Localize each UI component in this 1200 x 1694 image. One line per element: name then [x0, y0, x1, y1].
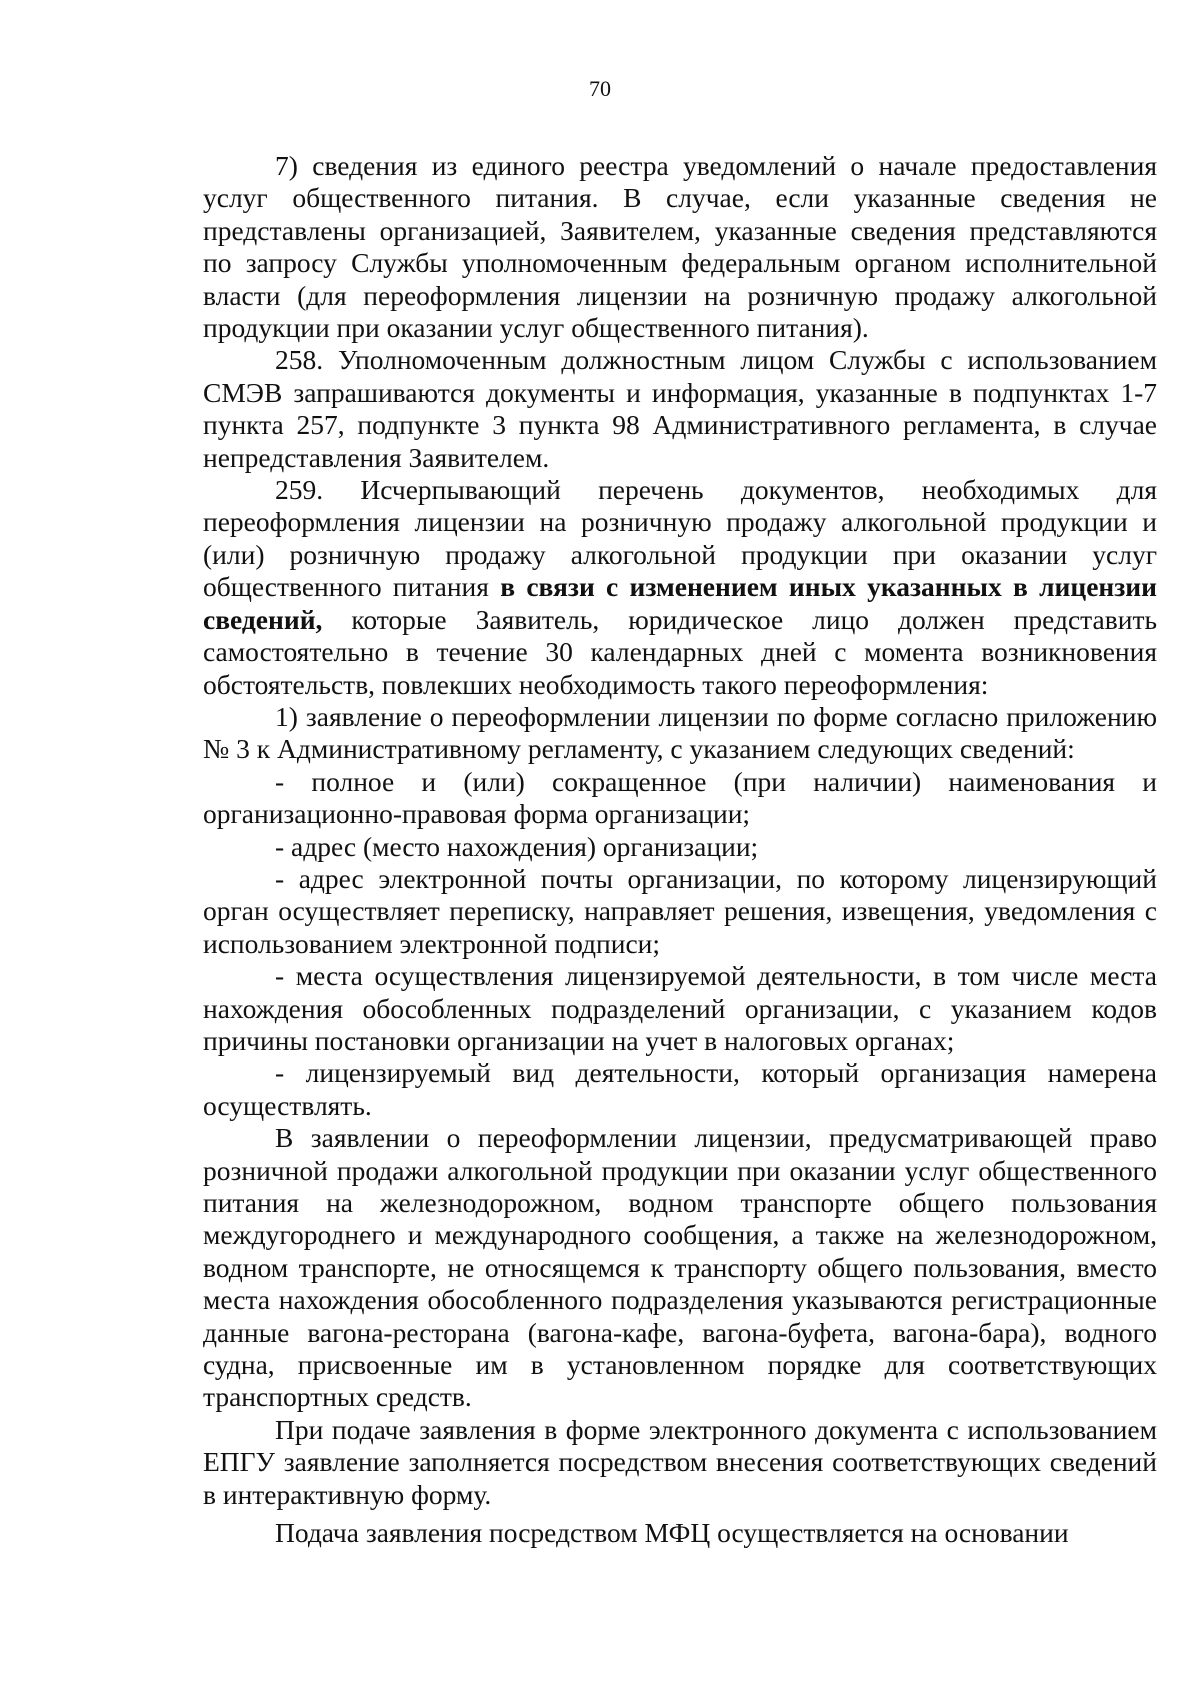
paragraph-epgu: При подаче заявления в форме электронного документа с использованием ЕПГУ заявление заполняется посредством внесения соответствующих сведений в интерактивную форму. [203, 1413, 1157, 1510]
paragraph-transport: В заявлении о переоформлении лицензии, предусматривающей право розничной продажи алкогольной продукции при оказании услуг общественного питания на железнодорожном, водном транспорте общего пользования междугороднего и международного сообщения, а также на железнодорожном, водном транспорте, не относящемся к транспорту общего пользования, вместо места нахождения обособленного подразделения указываются регистрационные данные вагона-ресторана (вагона-кафе, вагона-буфета, вагона-бара), водного судна, присвоенные им в установленном порядке для соответствующих транспортных средств. [203, 1122, 1157, 1413]
document-body [203, 150, 1157, 1549]
paragraph-259-bold: в связи с изменением иных указанных в лицензии сведений, [203, 571, 1157, 635]
dash-item: - места осуществления лицензируемой деятельности, в том числе места нахождения обособленных подразделений организации, с указанием кодов причины постановки организации на учет в налоговых органах; [203, 960, 1157, 1056]
dash-item: - адрес электронной почты организации, по которому лицензирующий орган осуществляет переписку, направляет решения, извещения, уведомления с использованием электронной подписи; [203, 862, 1157, 959]
dash-item: - лицензируемый вид деятельности, который организация намерена осуществлять. [203, 1057, 1157, 1121]
dash-item: - адрес (место нахождения) организации; [275, 830, 759, 862]
paragraph-item-1: 1) заявление о переоформлении лицензии по форме согласно приложению № 3 к Административному регламенту, с указанием следующих сведений: [203, 700, 1157, 765]
page-number: 70 [589, 76, 611, 101]
paragraph-259 [203, 474, 1157, 701]
paragraph-258: 258. Уполномоченным должностным лицом Службы с использованием СМЭВ запрашиваются документы и информация, указанные в подпунктах 1-7 пункта 257, подпункте 3 пункта 98 Административного регламента, в случае непредставления Заявителем. [203, 344, 1157, 473]
dash-item: - полное и (или) сокращенное (при наличии) наименования и организационно-правовая форма организации; [203, 765, 1157, 830]
paragraph-mfc: Подача заявления посредством МФЦ осуществляется на основании [275, 1517, 1069, 1549]
paragraph-259-start: 259. Исчерпывающий перечень документов, необходимых для переоформления лицензии на розничную продажу алкогольной продукции и (или) розничную продажу алкогольной продукции при оказании услуг общественного питания [203, 474, 1157, 603]
paragraph-item-7: 7) сведения из единого реестра уведомлений о начале предоставления услуг общественного питания. В случае, если указанные сведения не представлены организацией, Заявителем, указанные сведения представляются по запросу Службы уполномоченным федеральным органом исполнительной власти (для переоформления лицензии на розничную продажу алкогольной продукции при оказании услуг общественного питания). [203, 150, 1157, 344]
paragraph-259-end: которые Заявитель, юридическое лицо должен представить самостоятельно в течение 30 календарных дней с момента возникновения обстоятельств, повлекших необходимость такого переоформления: [203, 603, 1157, 700]
